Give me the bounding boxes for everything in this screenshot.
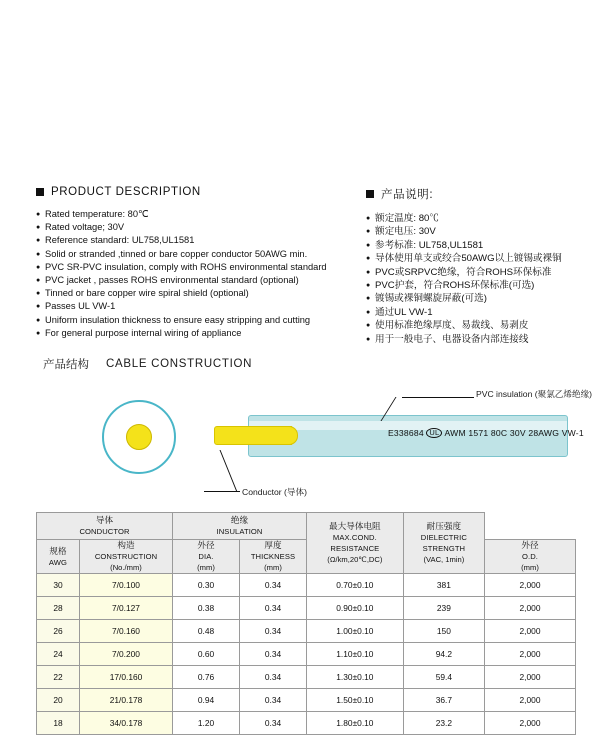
cell-thickness: 0.34 (240, 689, 307, 712)
group-label-cn: 绝缘 (230, 515, 249, 525)
cell-awg: 26 (37, 620, 80, 643)
cell-cond-dia: 0.48 (173, 620, 240, 643)
cable-diagram (36, 388, 593, 498)
header-unit: (mm) (197, 563, 215, 572)
cell-cond-dia: 0.30 (173, 574, 240, 597)
description-chinese-column (366, 186, 576, 346)
cell-od: 1.10±0.10 (307, 643, 404, 666)
header-en: MAX.COND. (332, 533, 377, 542)
header-unit: (VAC, 1min) (423, 555, 465, 564)
list-item: ● PVC jacket , passes ROHS environmental standard (optional) (36, 274, 366, 287)
table-group-header-row (37, 513, 576, 540)
cell-awg: 20 (37, 689, 80, 712)
header-unit: (mm) (521, 563, 539, 572)
group-label-en: INSULATION (216, 527, 263, 536)
column-header-dielectric (403, 513, 484, 574)
cell-cond-dia: 1.20 (173, 712, 240, 735)
heading-text-en: CABLE CONSTRUCTION (106, 358, 253, 370)
cell-awg: 18 (37, 712, 80, 735)
description-list-cn (366, 212, 576, 346)
cross-section-conductor (126, 424, 152, 450)
header-en: CONSTRUCTION (94, 552, 158, 561)
cell-construction: 7/0.200 (80, 643, 173, 666)
list-item: ● 导体使用单支或绞合50AWG以上镀锡或裸铜 (366, 252, 576, 265)
cell-construction: 34/0.178 (80, 712, 173, 735)
cable-conductor-exposed (214, 426, 292, 445)
header-en-2: RESISTANCE (330, 544, 380, 553)
header-cn: 耐压强度 (426, 521, 462, 531)
cell-thickness: 0.34 (240, 643, 307, 666)
list-item: ● Uniform insulation thickness to ensure easy stripping and cutting (36, 314, 366, 327)
column-header-cond-dia (173, 540, 240, 574)
label-conductor: Conductor (导体) (242, 487, 307, 497)
header-cn: 构造 (117, 540, 135, 550)
header-unit: (Ω/km,20℃,DC) (327, 555, 383, 564)
group-header-conductor (37, 513, 173, 540)
marking-spec: AWM 1571 80C 30V 28AWG VW-1 (444, 428, 584, 438)
column-header-construction (80, 540, 173, 574)
list-item: ● For general purpose internal wiring of appliance (36, 327, 366, 340)
list-item: ● PVC护套，符合ROHS环保标准(可选) (366, 279, 576, 292)
list-item: ● Tinned or bare copper wire spiral shield (optional) (36, 287, 366, 300)
cell-cond-dia: 0.76 (173, 666, 240, 689)
cell-construction: 21/0.178 (80, 689, 173, 712)
header-en: THICKNESS (250, 552, 296, 561)
list-item: ● 通过UL VW-1 (366, 306, 576, 319)
table-row (37, 689, 576, 712)
cell-dielectric: 2,000 (485, 620, 576, 643)
cell-resistance: 94.2 (403, 643, 484, 666)
cell-resistance: 59.4 (403, 666, 484, 689)
description-english-column (36, 186, 366, 346)
leader-line-conductor (204, 491, 240, 492)
cable-construction-heading (36, 356, 252, 372)
cell-construction: 7/0.160 (80, 620, 173, 643)
table-head (37, 513, 576, 574)
table-row (37, 597, 576, 620)
file-number: E338684 (388, 428, 424, 438)
heading-text: 产品说明: (381, 189, 434, 201)
heading-text: PRODUCT DESCRIPTION (51, 186, 201, 198)
cell-thickness: 0.34 (240, 620, 307, 643)
square-bullet-icon (366, 190, 374, 198)
list-item: ● PVC或SRPVC绝缘，符合ROHS环保标准 (366, 266, 576, 279)
list-item: ● Rated voltage; 30V (36, 221, 366, 234)
list-item: ● 额定电压: 30V (366, 225, 576, 238)
header-unit: (mm) (264, 563, 282, 572)
column-header-thickness (240, 540, 307, 574)
cell-thickness: 0.34 (240, 712, 307, 735)
cell-dielectric: 2,000 (485, 597, 576, 620)
cell-cond-dia: 0.38 (173, 597, 240, 620)
ul-logo-icon: UL (426, 428, 442, 438)
list-item: ● 参考标准: UL758,UL1581 (366, 239, 576, 252)
description-list-en (36, 208, 366, 340)
cell-awg: 30 (37, 574, 80, 597)
header-en: O.D. (521, 552, 538, 561)
column-header-resistance (307, 513, 404, 574)
table-row (37, 643, 576, 666)
header-cn: 外径 (521, 540, 539, 550)
product-description-heading-cn (366, 186, 576, 202)
product-description-section (36, 186, 576, 346)
cell-resistance: 36.7 (403, 689, 484, 712)
list-item: ● 额定温度: 80℃ (366, 212, 576, 225)
cell-thickness: 0.34 (240, 574, 307, 597)
header-cn: 外径 (197, 540, 215, 550)
header-cn: 最大导体电阻 (329, 521, 381, 531)
table-row (37, 666, 576, 689)
cell-resistance: 23.2 (403, 712, 484, 735)
cell-cond-dia: 0.60 (173, 643, 240, 666)
cell-od: 0.70±0.10 (307, 574, 404, 597)
label-insulation: PVC insulation (聚氯乙烯绝缘) (476, 389, 593, 399)
cell-resistance: 381 (403, 574, 484, 597)
cell-od: 1.80±0.10 (307, 712, 404, 735)
cell-thickness: 0.34 (240, 666, 307, 689)
column-header-od (485, 540, 576, 574)
list-item: ● 用于一般电子、电器设备内部连接线 (366, 333, 576, 346)
cross-section-illustration (102, 400, 176, 474)
column-header-awg (37, 540, 80, 574)
header-cn: 规格 (49, 545, 67, 556)
cell-od: 1.50±0.10 (307, 689, 404, 712)
table-body (37, 574, 576, 735)
cell-resistance: 150 (403, 620, 484, 643)
list-item: ● Solid or stranded ,tinned or bare copper conductor 50AWG min. (36, 248, 366, 261)
cell-od: 0.90±0.10 (307, 597, 404, 620)
square-bullet-icon (36, 188, 44, 196)
cell-awg: 22 (37, 666, 80, 689)
specification-table (36, 512, 576, 735)
cell-dielectric: 2,000 (485, 712, 576, 735)
list-item: ● PVC SR-PVC insulation, comply with ROHS environmental standard (36, 261, 366, 274)
cell-construction: 7/0.127 (80, 597, 173, 620)
table-sub-header-row (37, 540, 576, 574)
cell-resistance: 239 (403, 597, 484, 620)
table-row (37, 574, 576, 597)
group-header-insulation (173, 513, 307, 540)
table-row (37, 620, 576, 643)
header-unit: (No./mm) (110, 563, 142, 572)
heading-text-cn: 产品结构 (43, 359, 89, 371)
header-en-2: STRENGTH (422, 544, 466, 553)
leader-line-conductor-diagonal (196, 450, 238, 492)
list-item: ● Passes UL VW-1 (36, 300, 366, 313)
cell-dielectric: 2,000 (485, 574, 576, 597)
list-item: ● 使用标准绝缘厚度、易裁线、易剥皮 (366, 319, 576, 332)
group-label-cn: 导体 (95, 515, 114, 525)
product-description-heading-en (36, 186, 366, 198)
cell-cond-dia: 0.94 (173, 689, 240, 712)
cell-awg: 28 (37, 597, 80, 620)
group-label-en: CONDUCTOR (79, 527, 130, 536)
cell-dielectric: 2,000 (485, 643, 576, 666)
header-en: DIELECTRIC (420, 533, 467, 542)
list-item: ● 镀锡或裸铜螺旋屏蔽(可选) (366, 292, 576, 305)
cell-construction: 7/0.100 (80, 574, 173, 597)
cable-print-marking (388, 428, 584, 439)
header-en: AWG (48, 557, 68, 567)
header-cn: 厚度 (264, 540, 282, 550)
table-row (37, 712, 576, 735)
leader-line-insulation (402, 397, 474, 398)
cell-dielectric: 2,000 (485, 689, 576, 712)
cell-construction: 17/0.160 (80, 666, 173, 689)
cell-od: 1.30±0.10 (307, 666, 404, 689)
list-item: ● Rated temperature: 80℃ (36, 208, 366, 221)
header-en: DIA. (198, 552, 214, 561)
list-item: ● Reference standard: UL758,UL1581 (36, 234, 366, 247)
cell-awg: 24 (37, 643, 80, 666)
cell-dielectric: 2,000 (485, 666, 576, 689)
cell-od: 1.00±0.10 (307, 620, 404, 643)
cell-thickness: 0.34 (240, 597, 307, 620)
